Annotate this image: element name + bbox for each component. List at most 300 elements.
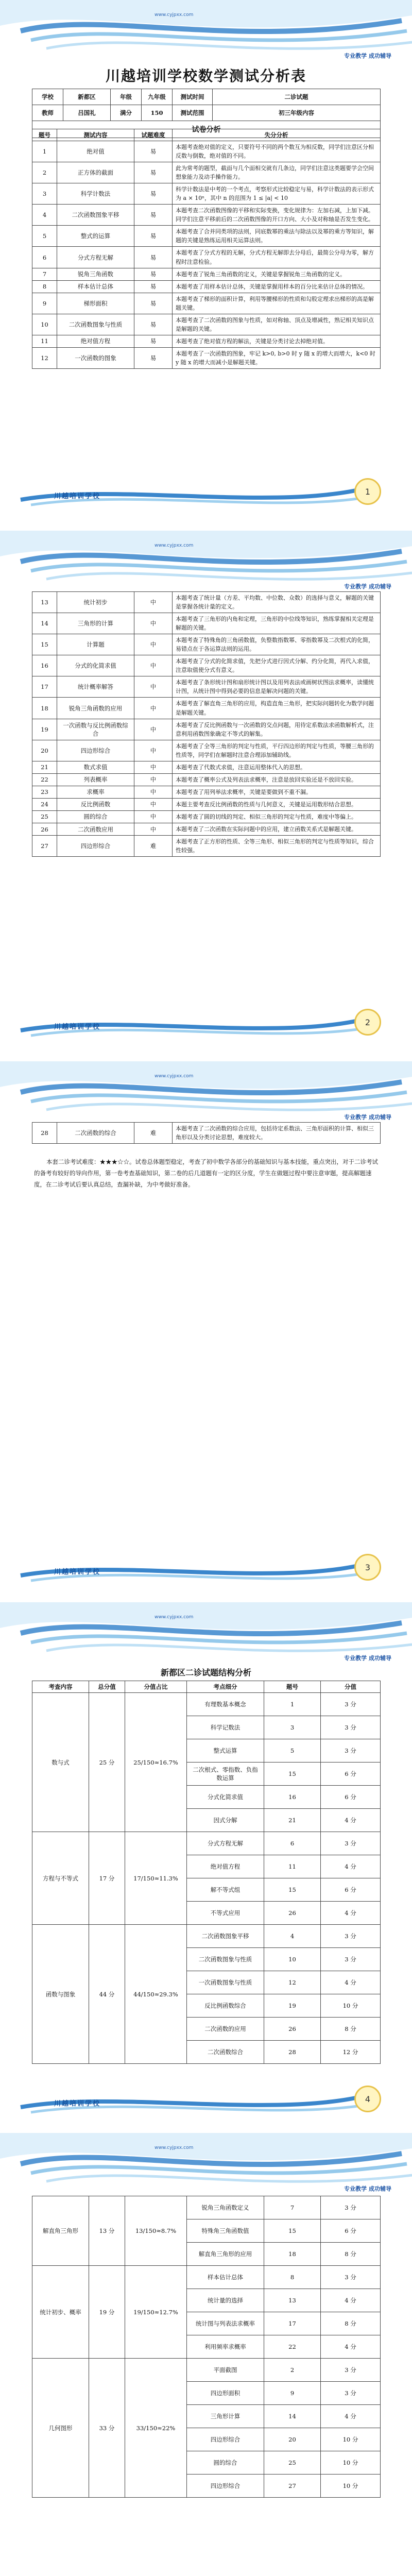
row-num: 15 [264, 1762, 321, 1786]
table-row [32, 613, 381, 634]
table-row [32, 773, 381, 786]
row-point: 二次函数综合 [187, 2041, 264, 2064]
item-analysis: 本题考查了二次函数的综合应用，包括待定系数法、三角形面积的计算、相似三角形以及分类讨论思想，难度较大。 [173, 1123, 381, 1144]
item-content: 锐角三角函数的应用 [57, 698, 134, 719]
item-content: 样本估计总体 [57, 280, 134, 293]
item-num: 16 [32, 655, 57, 676]
row-point: 四边形面积 [187, 2382, 264, 2405]
table-row [32, 761, 381, 773]
row-point: 有理数基本概念 [187, 1693, 264, 1716]
item-content: 统计初步 [57, 592, 134, 613]
table-row [32, 347, 381, 368]
col-difficulty: 试题难度 [134, 129, 173, 141]
item-difficulty: 易 [134, 205, 173, 226]
group-total: 44 分 [89, 1925, 125, 2064]
table-row [32, 293, 381, 314]
item-content: 二次函数图象平移 [57, 205, 134, 226]
item-difficulty: 中 [134, 761, 173, 773]
row-num: 12 [264, 1971, 321, 1994]
item-difficulty: 易 [134, 183, 173, 205]
row-score: 3 分 [321, 2359, 381, 2382]
item-content: 数式求值 [57, 761, 134, 773]
item-difficulty: 易 [134, 280, 173, 293]
col-point: 考点细分 [187, 1681, 264, 1693]
row-score: 6 分 [321, 1878, 381, 1902]
item-num: 21 [32, 761, 57, 773]
group-total: 13 分 [89, 2196, 125, 2266]
header-brand: 专业教学 成功辅导 [344, 53, 391, 59]
row-point: 利用频率求概率 [187, 2335, 264, 2359]
table-row [32, 2266, 381, 2289]
row-num: 15 [264, 2219, 321, 2243]
analysis-table-2 [32, 591, 381, 857]
row-num: 3 [264, 1716, 321, 1739]
item-num: 13 [32, 592, 57, 613]
time-label: 测试时间 [173, 89, 213, 105]
item-analysis: 本题考查了分式方程的无解，分式方程无解即去分母后，最简公分母为零，解方程时注意检验。 [173, 247, 381, 268]
table-row [32, 719, 381, 740]
item-analysis: 本题考查绝对值的定义，只要符号不同的两个数互为相反数，同学们注意区分相反数与倒数，绝对值的不同。 [173, 141, 381, 162]
item-analysis: 本题考查了锐角三角函数的定义，关键是掌握锐角三角函数的定义。 [173, 268, 381, 280]
table-row [32, 634, 381, 655]
row-score: 3 分 [321, 1716, 381, 1739]
item-num: 9 [32, 293, 57, 314]
range-label: 测试范围 [173, 105, 213, 121]
item-analysis: 本题考查了分式的化简求值，先把分式进行因式分解、约分化简，再代入求值，注意取值使分式有意义。 [173, 655, 381, 676]
item-analysis: 本题考查了解直角三角形的应用，构造直角三角形，把实际问题转化为数学问题是解题关键。 [173, 698, 381, 719]
item-analysis: 本题考查了全等三角形的判定与性质，平行四边形的判定与性质，等腰三角形的性质等，同学们在解题时注意合理添加辅助线。 [173, 740, 381, 761]
item-num: 26 [32, 823, 57, 835]
table-row [32, 798, 381, 810]
analysis-table-3 [32, 1122, 381, 1144]
school-value: 新都区 [63, 89, 111, 105]
score-label: 满分 [111, 105, 142, 121]
item-difficulty: 中 [134, 719, 173, 740]
table-row [32, 2359, 381, 2382]
item-num: 2 [32, 162, 57, 183]
item-content: 求概率 [57, 786, 134, 798]
group-total: 19 分 [89, 2266, 125, 2359]
teacher-value: 吕国礼 [63, 105, 111, 121]
item-num: 24 [32, 798, 57, 810]
item-num: 8 [32, 280, 57, 293]
page-number: 4 [354, 2086, 381, 2112]
group-ratio: 13/150≈8.7% [125, 2196, 187, 2266]
item-analysis: 本题考查了二次函数的图象与性质，如对称轴、顶点及增减性，熟记相关知识点是解题的关键。 [173, 314, 381, 335]
row-num: 17 [264, 2312, 321, 2335]
group-total: 33 分 [89, 2359, 125, 2498]
item-content: 二次函数的综合 [57, 1123, 134, 1144]
page-number: 3 [354, 1554, 381, 1581]
item-analysis: 本题考查了梯形的面积计算，利用等腰梯形的性质和勾股定理求出梯形的高是解题关键。 [173, 293, 381, 314]
table-row [32, 592, 381, 613]
row-score: 10 分 [321, 2451, 381, 2475]
structure-table-2 [32, 2196, 381, 2498]
page-2 [0, 531, 412, 1056]
item-num: 10 [32, 314, 57, 335]
table-row [32, 1832, 381, 1855]
row-num: 11 [264, 1855, 321, 1878]
table-row [32, 183, 381, 205]
item-num: 22 [32, 773, 57, 786]
row-score: 3 分 [321, 2382, 381, 2405]
page-3 [0, 1061, 412, 1597]
row-num: 7 [264, 2196, 321, 2219]
table-row [32, 280, 381, 293]
item-difficulty: 中 [134, 613, 173, 634]
row-num: 28 [264, 2041, 321, 2064]
row-score: 10 分 [321, 2475, 381, 2498]
row-point: 解不等式组 [187, 1878, 264, 1902]
item-num: 11 [32, 335, 57, 347]
row-point: 统计图与列表法求概率 [187, 2312, 264, 2335]
item-analysis: 本题考查了圆的切线的判定、相似三角形的判定与性质，难度中等偏上。 [173, 810, 381, 823]
footer-banner [0, 1555, 412, 1584]
table-row [32, 205, 381, 226]
table-row [32, 740, 381, 761]
item-analysis: 本题考查了统计量（方差、平均数、中位数、众数）的选择与意义，解题的关键是掌握各统计量的定义。 [173, 592, 381, 613]
item-difficulty: 中 [134, 698, 173, 719]
item-analysis: 本题考查了反比例函数与一次函数的交点问题，用待定系数法求函数解析式，注意利用函数图象确定不等式的解集。 [173, 719, 381, 740]
item-analysis: 本题考查了特殊角的三角函数值，负整数指数幂、零指数幂及二次根式的化简，易错点在于各运算法则的运用。 [173, 634, 381, 655]
row-point: 圆的综合 [187, 2451, 264, 2475]
item-content: 三角形的计算 [57, 613, 134, 634]
item-difficulty: 中 [134, 786, 173, 798]
item-content: 四边形综合 [57, 740, 134, 761]
row-num: 10 [264, 1948, 321, 1971]
row-score: 4 分 [321, 1971, 381, 1994]
row-num: 16 [264, 1786, 321, 1809]
table-row [32, 786, 381, 798]
row-num: 15 [264, 1878, 321, 1902]
row-num: 21 [264, 1809, 321, 1832]
item-difficulty: 易 [134, 293, 173, 314]
row-point: 科学记数法 [187, 1716, 264, 1739]
row-score: 4 分 [321, 2335, 381, 2359]
item-difficulty: 难 [134, 836, 173, 857]
item-difficulty: 中 [134, 740, 173, 761]
row-point: 绝对值方程 [187, 1855, 264, 1878]
item-analysis: 本题考查二次函数图像的平移和实际变换，变化规律为：左加右减，上加下减。同学们注意平移前后的二次函数图像的开口方向、大小及对称轴是否发生变化。 [173, 205, 381, 226]
col-num: 题号 [264, 1681, 321, 1693]
item-content: 二次函数图象与性质 [57, 314, 134, 335]
item-difficulty: 易 [134, 268, 173, 280]
item-analysis: 本题考查了条形统计图和扇形统计图以及用列表法或画树状图法求概率，读懂统计图，从统计图中得到必要的信息是解决问题的关键。 [173, 676, 381, 698]
row-point: 四边形综合 [187, 2475, 264, 2498]
row-score: 3 分 [321, 1693, 381, 1716]
item-num: 1 [32, 141, 57, 162]
footer-logo: 川越培训学校 [54, 1568, 101, 1576]
row-point: 反比例函数综合 [187, 1994, 264, 2018]
group-topic: 函数与图象 [32, 1925, 89, 2064]
row-score: 3 分 [321, 2266, 381, 2289]
item-content: 绝对值方程 [57, 335, 134, 347]
row-point: 分式化简求值 [187, 1786, 264, 1809]
item-analysis: 本题考查了三角形的内角和定理，三角形的中位线等知识，熟练掌握相关定理是解题的关键。 [173, 613, 381, 634]
table-row [32, 226, 381, 247]
item-content: 锐角三角函数 [57, 268, 134, 280]
row-point: 统计量的选择 [187, 2289, 264, 2312]
item-num: 3 [32, 183, 57, 205]
analysis-table-1 [32, 129, 381, 369]
row-score: 6 分 [321, 1762, 381, 1786]
item-difficulty: 中 [134, 773, 173, 786]
row-num: 8 [264, 2266, 321, 2289]
footer-banner [0, 1010, 412, 1039]
row-num: 4 [264, 1925, 321, 1948]
item-difficulty: 易 [134, 162, 173, 183]
table-row [32, 1693, 381, 1716]
table-row [32, 335, 381, 347]
item-content: 正方体的截面 [57, 162, 134, 183]
group-ratio: 25/150≈16.7% [125, 1693, 187, 1832]
row-num: 6 [264, 1832, 321, 1855]
row-score: 10 分 [321, 2428, 381, 2451]
row-num: 2 [264, 2359, 321, 2382]
row-point: 不等式应用 [187, 1902, 264, 1925]
page-number: 2 [354, 1009, 381, 1036]
item-difficulty: 易 [134, 335, 173, 347]
row-num: 1 [264, 1693, 321, 1716]
item-content: 整式的运算 [57, 226, 134, 247]
item-num: 14 [32, 613, 57, 634]
item-analysis: 本题考查了用样本估计总体，关键是掌握用样本的百分比来估计总体的情况。 [173, 280, 381, 293]
group-ratio: 19/150≈12.7% [125, 2266, 187, 2359]
row-score: 4 分 [321, 2405, 381, 2428]
table-row [32, 823, 381, 835]
footer-logo: 川越培训学校 [54, 1023, 101, 1031]
item-content: 四边形综合 [57, 836, 134, 857]
row-point: 一次函数图象与性质 [187, 1971, 264, 1994]
item-analysis: 本题考查了合并同类项的法则，同底数幂的乘法与除法以及幂的乘方等知识，解题的关键是熟练运用相关运算法则。 [173, 226, 381, 247]
row-num: 19 [264, 1994, 321, 2018]
group-ratio: 17/150≈11.3% [125, 1832, 187, 1925]
table-row [32, 655, 381, 676]
table-row [32, 1123, 381, 1144]
header-banner [0, 531, 412, 592]
row-num: 26 [264, 1902, 321, 1925]
group-topic: 数与式 [32, 1693, 89, 1832]
page-1 [0, 0, 412, 526]
header-url: www.cyjpxx.com [154, 12, 194, 18]
group-total: 17 分 [89, 1832, 125, 1925]
item-num: 25 [32, 810, 57, 823]
row-num: 25 [264, 2451, 321, 2475]
row-score: 3 分 [321, 1832, 381, 1855]
item-content: 科学计数法 [57, 183, 134, 205]
item-analysis: 此为常考的题型，截面与几个面相交就有几条边，同学们注意这类题要学会空间想象能力及动手操作能力。 [173, 162, 381, 183]
item-analysis: 本题考查了代数式求值，注意运用整体代入的思想。 [173, 761, 381, 773]
item-analysis: 科学计数法是中考的一个考点，考察形式比较稳定与易，科学计数法的表示形式为 a × 10ⁿ，其中 n 的范围为 1 ≤ |a| < 10 [173, 183, 381, 205]
item-difficulty: 中 [134, 634, 173, 655]
item-num: 15 [32, 634, 57, 655]
row-point: 解直角三角形的应用 [187, 2243, 264, 2266]
item-content: 统计概率解答 [57, 676, 134, 698]
item-analysis: 本题考查了正方形的性质、全等三角形、相似三角形的判定与性质等知识，综合性较强。 [173, 836, 381, 857]
range-value: 初三年级内容 [213, 105, 381, 121]
header-url: www.cyjpxx.com [154, 543, 194, 548]
row-num: 20 [264, 2428, 321, 2451]
item-content: 反比例函数 [57, 798, 134, 810]
item-content: 一次函数与反比例函数综合 [57, 719, 134, 740]
structure-title: 新都区二诊试题结构分析 [160, 1668, 251, 1677]
item-content: 分式的化简求值 [57, 655, 134, 676]
row-num: 26 [264, 2018, 321, 2041]
row-point: 二次函数图象平移 [187, 1925, 264, 1948]
page-number: 1 [354, 478, 381, 505]
row-point: 二次函数图象与性质 [187, 1948, 264, 1971]
header-brand: 专业教学 成功辅导 [344, 583, 391, 590]
item-num: 5 [32, 226, 57, 247]
grade-value: 九年级 [142, 89, 173, 105]
item-analysis: 本题考查了用列举法求概率，关键是要做到不重不漏。 [173, 786, 381, 798]
header-brand: 专业教学 成功辅导 [344, 1655, 391, 1662]
header-banner [0, 0, 412, 62]
row-point: 特殊角三角函数值 [187, 2219, 264, 2243]
item-analysis: 本题主要考查反比例函数的性质与几何意义，关键是运用数形结合思想。 [173, 798, 381, 810]
item-content: 分式方程无解 [57, 247, 134, 268]
item-difficulty: 难 [134, 1123, 173, 1144]
row-score: 6 分 [321, 1786, 381, 1809]
row-point: 三角形计算 [187, 2405, 264, 2428]
item-content: 列表概率 [57, 773, 134, 786]
school-label: 学校 [32, 89, 63, 105]
footer-banner [0, 2087, 412, 2115]
item-num: 6 [32, 247, 57, 268]
section-title: 试卷分析 [32, 121, 381, 138]
row-point: 分式方程无解 [187, 1832, 264, 1855]
row-score: 4 分 [321, 1902, 381, 1925]
row-num: 9 [264, 2382, 321, 2405]
header-brand: 专业教学 成功辅导 [344, 2185, 391, 2192]
row-score: 4 分 [321, 1809, 381, 1832]
item-difficulty: 中 [134, 810, 173, 823]
group-total: 25 分 [89, 1693, 125, 1832]
item-content: 绝对值 [57, 141, 134, 162]
group-topic: 解直角三角形 [32, 2196, 89, 2266]
item-difficulty: 易 [134, 347, 173, 368]
row-score: 10 分 [321, 1994, 381, 2018]
table-row [32, 162, 381, 183]
col-score: 分值 [321, 1681, 381, 1693]
item-content: 圆的综合 [57, 810, 134, 823]
item-analysis: 本题考查了绝对值方程的解法，关键是分类讨论去掉绝对值。 [173, 335, 381, 347]
row-point: 样本估计总体 [187, 2266, 264, 2289]
item-num: 17 [32, 676, 57, 698]
row-score: 8 分 [321, 2018, 381, 2041]
row-num: 14 [264, 2405, 321, 2428]
table-row [32, 698, 381, 719]
row-point: 平面截图 [187, 2359, 264, 2382]
table-row [32, 247, 381, 268]
col-total: 总分值 [89, 1681, 125, 1693]
document-title: 川越培训学校数学测试分析表 [105, 67, 306, 84]
header-banner [0, 1061, 412, 1123]
row-num: 27 [264, 2475, 321, 2498]
item-difficulty: 易 [134, 314, 173, 335]
grade-label: 年级 [111, 89, 142, 105]
item-difficulty: 易 [134, 141, 173, 162]
footer-banner [0, 479, 412, 508]
item-num: 23 [32, 786, 57, 798]
table-row [32, 810, 381, 823]
row-num: 22 [264, 2335, 321, 2359]
row-point: 二次函数的应用 [187, 2018, 264, 2041]
row-score: 12 分 [321, 2041, 381, 2064]
row-score: 8 分 [321, 2243, 381, 2266]
footer-logo: 川越培训学校 [54, 493, 101, 500]
structure-table-1 [32, 1681, 381, 2064]
header-url: www.cyjpxx.com [154, 1074, 194, 1079]
time-value: 二诊试题 [213, 89, 381, 105]
item-num: 28 [32, 1123, 57, 1144]
header-url: www.cyjpxx.com [154, 2145, 194, 2150]
col-analysis: 失分分析 [173, 129, 381, 141]
item-difficulty: 中 [134, 823, 173, 835]
page-4 [0, 1602, 412, 2128]
group-ratio: 44/150≈29.3% [125, 1925, 187, 2064]
item-num: 27 [32, 836, 57, 857]
item-difficulty: 中 [134, 798, 173, 810]
header-url: www.cyjpxx.com [154, 1615, 194, 1620]
table-row [32, 141, 381, 162]
header-banner [0, 2133, 412, 2195]
row-score: 3 分 [321, 1925, 381, 1948]
item-num: 7 [32, 268, 57, 280]
row-num: 18 [264, 2243, 321, 2266]
row-score: 4 分 [321, 2289, 381, 2312]
row-score: 8 分 [321, 2312, 381, 2335]
col-ratio: 分值占比 [125, 1681, 187, 1693]
table-row [32, 2196, 381, 2219]
teacher-label: 教师 [32, 105, 63, 121]
col-content: 测试内容 [57, 129, 134, 141]
item-difficulty: 中 [134, 592, 173, 613]
group-topic: 方程与不等式 [32, 1832, 89, 1925]
score-value: 150 [142, 105, 173, 121]
row-num: 13 [264, 2289, 321, 2312]
row-score: 4 分 [321, 1855, 381, 1878]
item-content: 二次函数应用 [57, 823, 134, 835]
item-content: 一次函数的图象 [57, 347, 134, 368]
item-num: 12 [32, 347, 57, 368]
item-difficulty: 易 [134, 247, 173, 268]
item-num: 19 [32, 719, 57, 740]
row-score: 3 分 [321, 1948, 381, 1971]
col-num: 题号 [32, 129, 57, 141]
item-content: 梯形面积 [57, 293, 134, 314]
row-score: 3 分 [321, 1739, 381, 1762]
table-row [32, 268, 381, 280]
item-num: 18 [32, 698, 57, 719]
row-point: 整式运算 [187, 1739, 264, 1762]
item-num: 4 [32, 205, 57, 226]
table-row [32, 836, 381, 857]
group-ratio: 33/150≈22% [125, 2359, 187, 2498]
item-num: 20 [32, 740, 57, 761]
footer-logo: 川越培训学校 [54, 2100, 101, 2108]
item-difficulty: 易 [134, 226, 173, 247]
table-row [32, 314, 381, 335]
item-analysis: 本题考查了概率公式及列表法求概率，注意是放回实验还是不放回实验。 [173, 773, 381, 786]
row-point: 锐角三角函数定义 [187, 2196, 264, 2219]
row-score: 6 分 [321, 2219, 381, 2243]
header-banner [0, 1602, 412, 1664]
item-analysis: 本题考查了一次函数的图象，牢记 k>0, b>0 时 y 随 x 的增大而增大，k<0 时 y 随 x 的增大而减小是解题关键。 [173, 347, 381, 368]
table-row [32, 676, 381, 698]
item-analysis: 本题考查了二次函数在实际问题中的应用，建立函数关系式是解题关键。 [173, 823, 381, 835]
item-difficulty: 中 [134, 676, 173, 698]
